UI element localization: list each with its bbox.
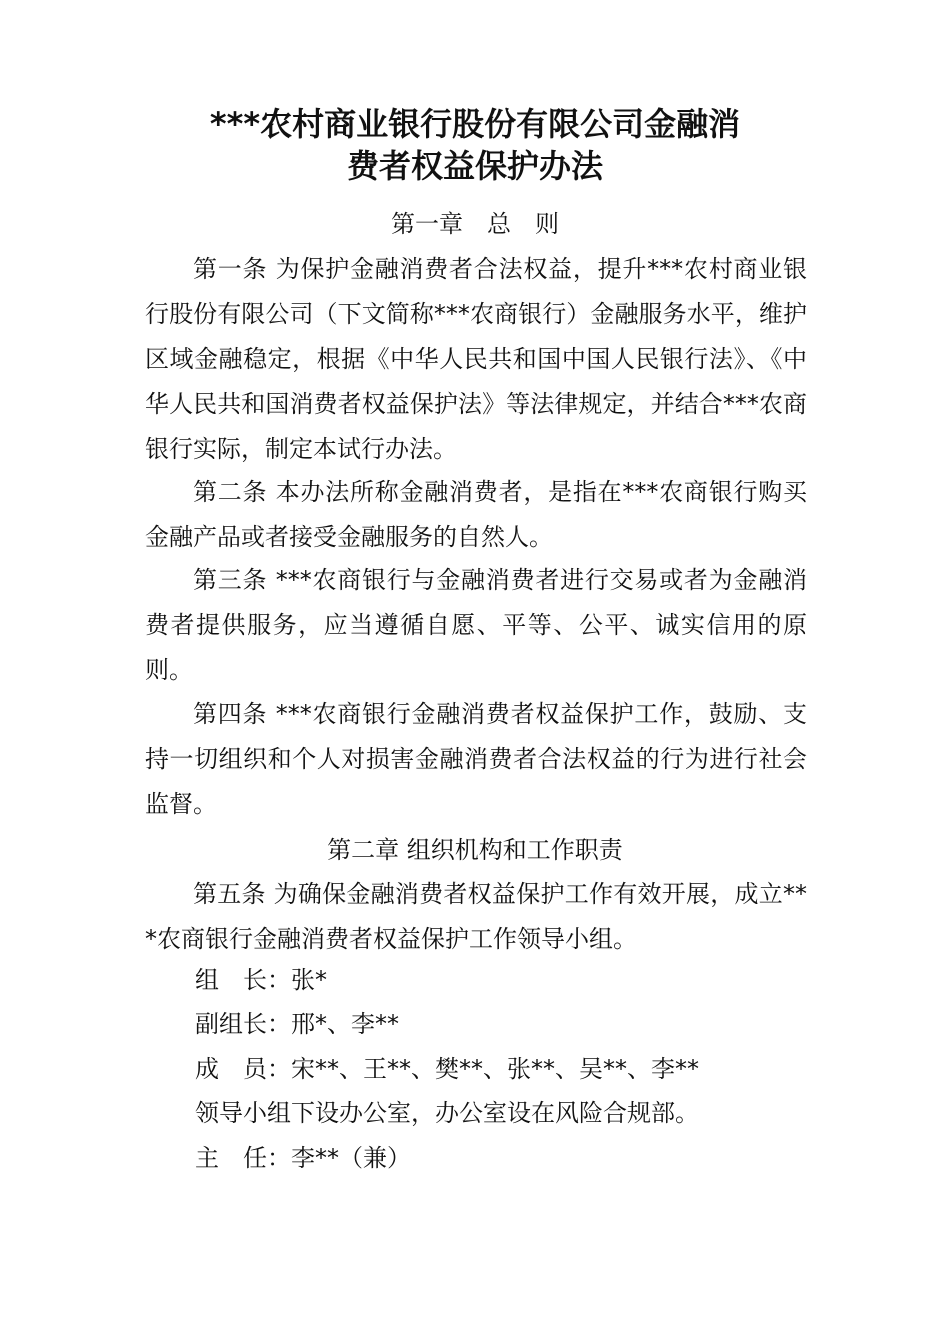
office-director: 主 任：李**（兼） (195, 1144, 411, 1172)
title-line-2: 费者权益保护办法 (346, 146, 603, 185)
article-3: 第三条 ***农商银行与金融消费者进行交易或者为金融消费者提供服务，应当遵循自愿、平等、公平、诚实信用的原则。 (145, 566, 807, 684)
article-1: 第一条 为保护金融消费者合法权益，提升***农村商业银行股份有限公司（下文简称***农商银行）金融服务水平，维护区域金融稳定，根据《中华人民共和国中国人民银行法》、《中华人民共和国消费者权益保护法》等法律规定，并结合***农商银行实际，制定本试行办法。 (145, 255, 807, 463)
group-members: 成 员：宋**、王**、樊**、张**、吴**、李** (195, 1055, 699, 1083)
article-4: 第四条 ***农商银行金融消费者权益保护工作，鼓励、支持一切组织和个人对损害金融消费者合法权益的行为进行社会监督。 (145, 700, 807, 818)
article-5: 第五条 为确保金融消费者权益保护工作有效开展，成立***农商银行金融消费者权益保护工作领导小组。 (145, 880, 807, 953)
title-line-1: ***农村商业银行股份有限公司金融消 (209, 105, 741, 143)
chapter-2-heading: 第二章 组织机构和工作职责 (327, 836, 623, 864)
chapter-1-heading: 第一章 总 则 (391, 210, 559, 238)
article-2: 第二条 本办法所称金融消费者，是指在***农商银行购买金融产品或者接受金融服务的自然人。 (145, 478, 807, 551)
document-title (145, 104, 805, 187)
office-note: 领导小组下设办公室，办公室设在风险合规部。 (195, 1099, 699, 1127)
group-leader: 组 长：张* (195, 966, 327, 994)
deputy-group-leader: 副组长：邢*、李** (195, 1010, 399, 1038)
